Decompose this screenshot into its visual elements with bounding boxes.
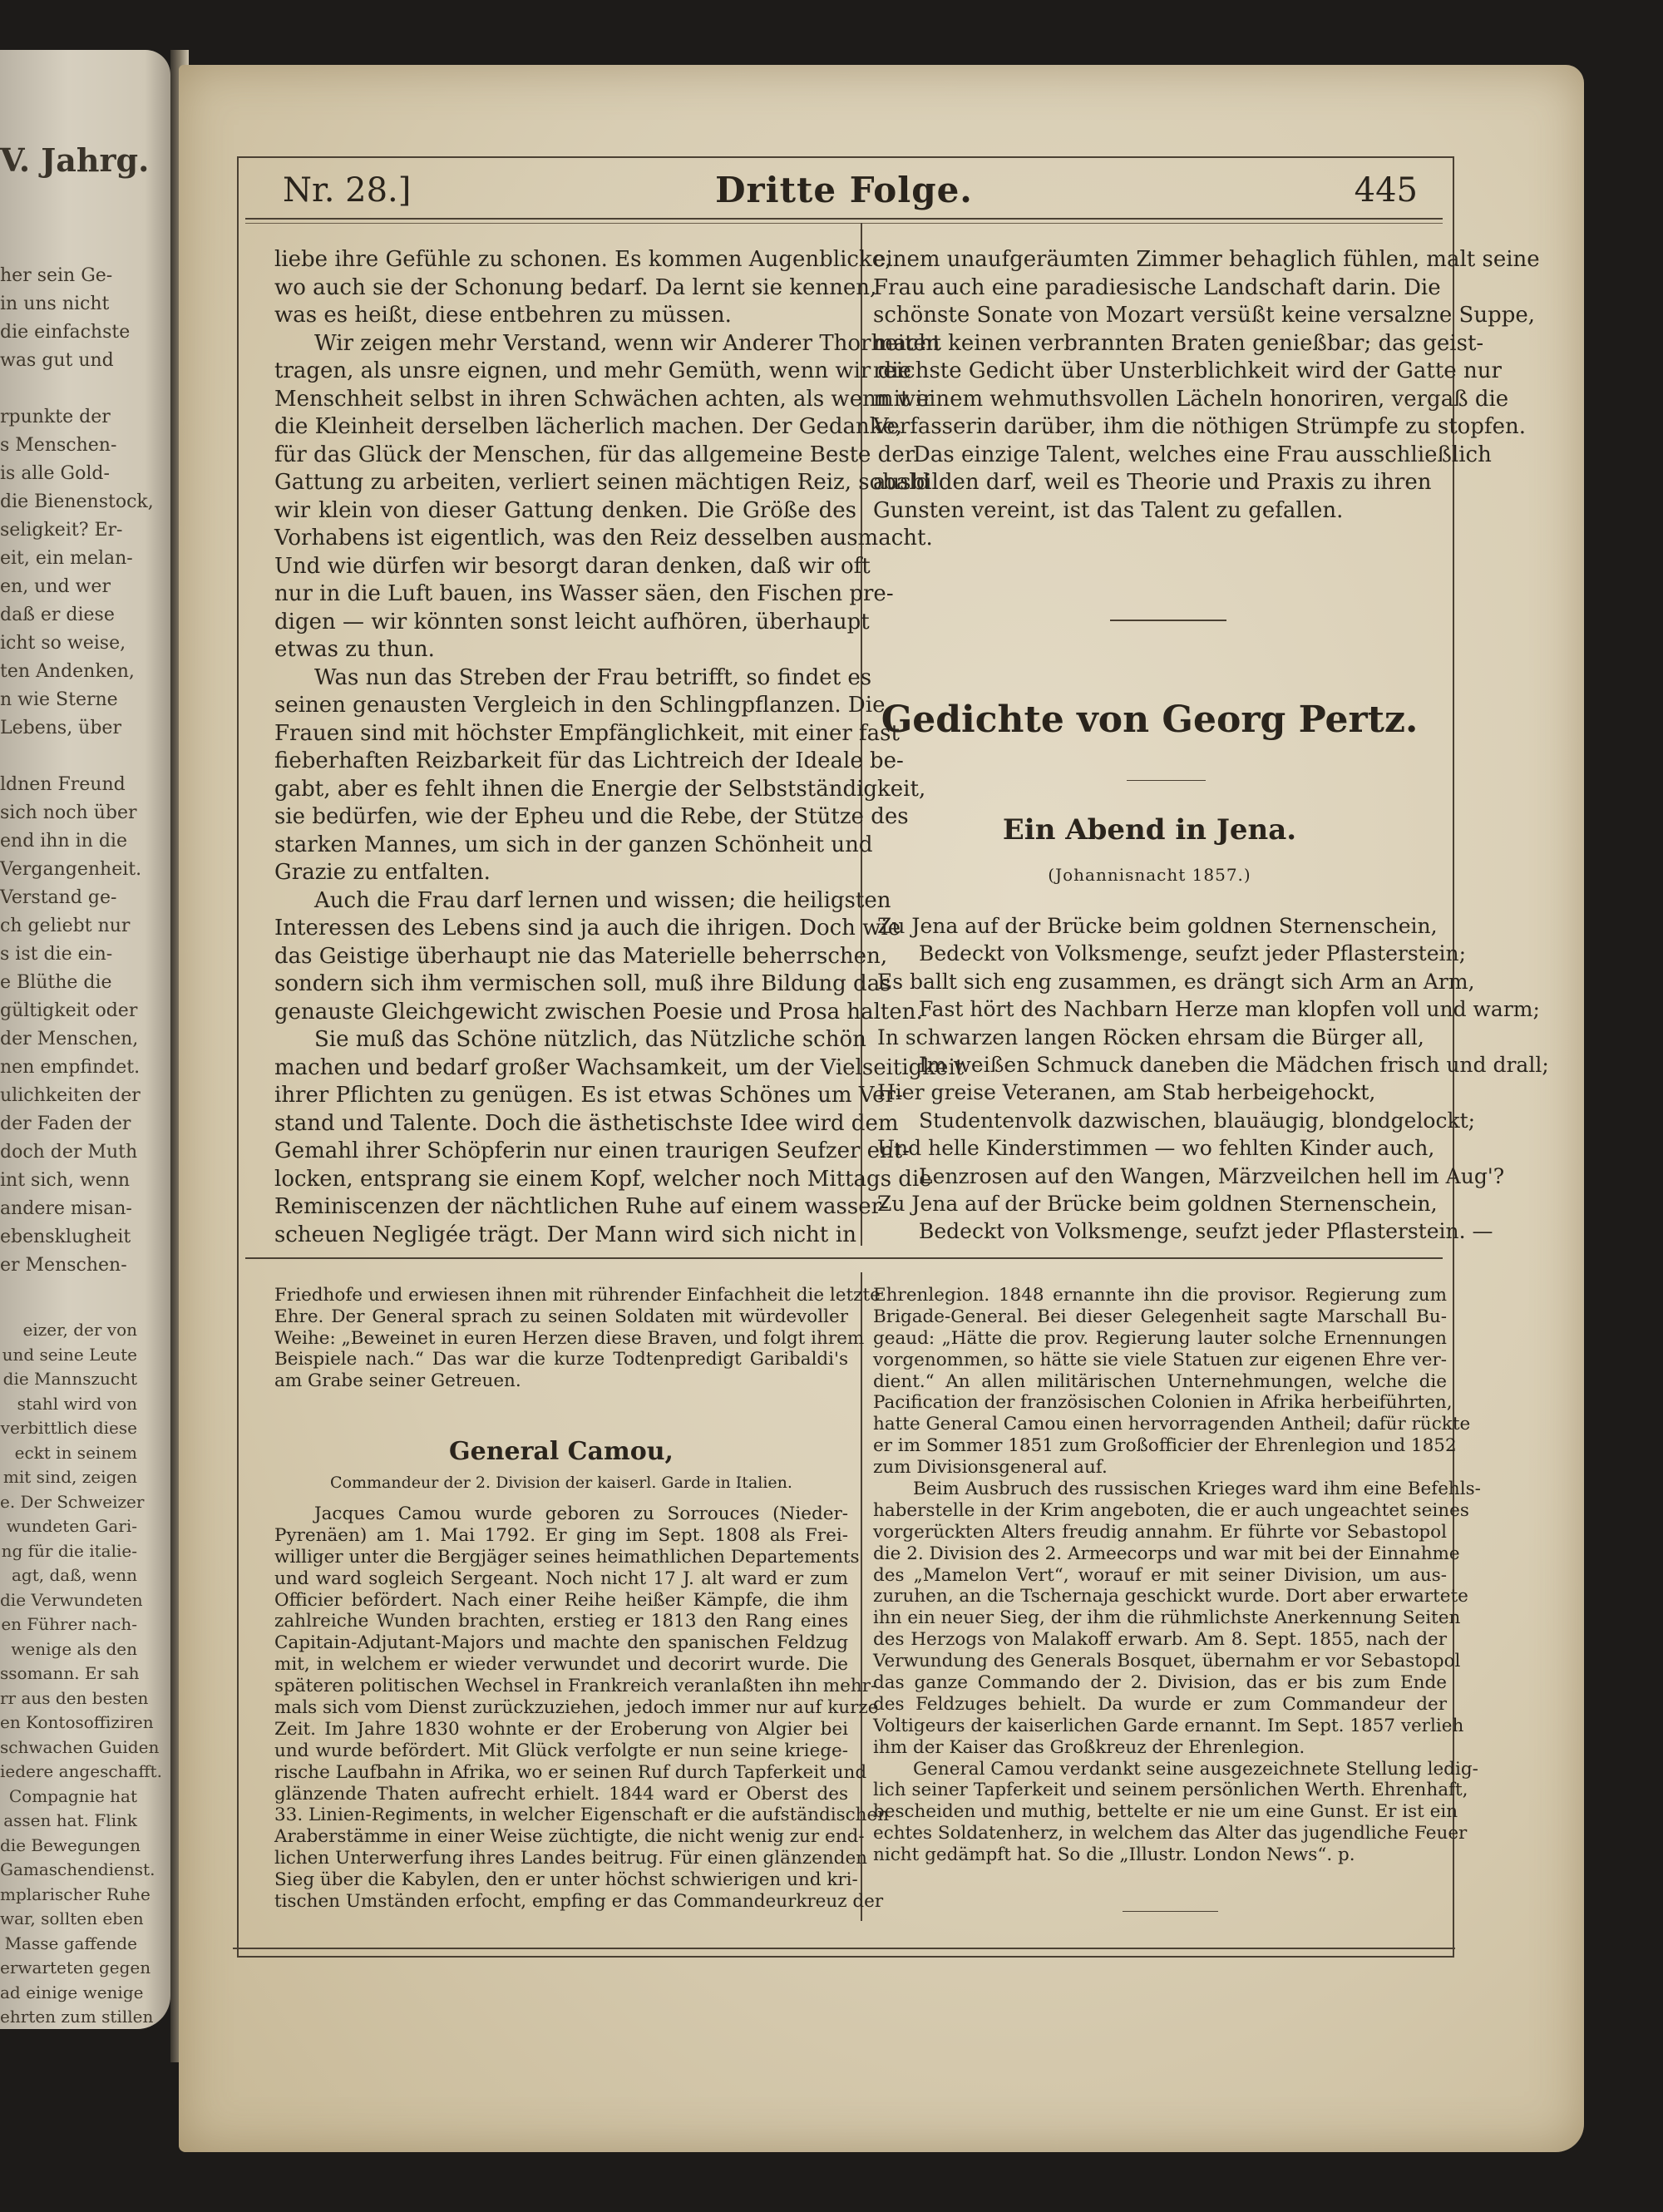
previous-page-line: verbittlich diese [0,1418,137,1438]
poem-line: Lenzrosen auf den Wangen, Märzveilchen hell im Aug'? [919,1163,1505,1188]
text-line: einem unaufgeräumten Zimmer behaglich fühlen, malt seine [873,247,1540,272]
previous-page-line: end ihn in die [0,831,127,852]
text-line: Sie muß das Schöne nützlich, das Nützliche schön [314,1027,866,1052]
previous-page-line: ebensklugheit [0,1227,131,1247]
text-line: Reminiscenzen der nächtlichen Ruhe auf einem wasser- [274,1194,889,1219]
text-line: hatte General Camou einen hervorragenden Antheil; dafür rückte [873,1414,1471,1435]
text-line: Capitain-Adjutant-Majors und machte den spanischen Feldzug [274,1632,848,1654]
previous-page-line: was gut und [0,350,114,371]
text-line: nur in die Luft bauen, ins Wasser säen, den Fischen pre- [274,581,894,606]
text-line: Und wie dürfen wir besorgt daran denken, daß wir oft [274,553,871,579]
text-line: Das einzige Talent, welches eine Frau ausschließlich [913,442,1492,467]
previous-page-line: Lebens, über [0,718,121,738]
previous-page-line: wenige als den [11,1638,137,1659]
text-line: rische Laufbahn in Afrika, wo er seinen Ruf durch Tapferkeit und [274,1761,867,1783]
garibaldi-article-end [274,1285,881,1392]
camou-article-left [274,1503,890,1913]
previous-page-line: eit, ein melan- [0,548,133,569]
previous-page-line: e Blüthe die [0,972,112,993]
previous-page-line: gültigkeit oder [0,1000,138,1021]
section-divider-rule [245,1257,1443,1259]
previous-page-line: seligkeit? Er- [0,520,123,541]
previous-page-line: der Faden der [0,1113,131,1134]
poem-line: Studentenvolk dazwischen, blauäugig, blondgelockt; [919,1108,1476,1133]
previous-page-line: iedere angeschafft. [0,1761,162,1781]
text-line: glänzende Thaten aufrecht erhielt. 1844 ward er Oberst des [274,1783,848,1805]
poem-line: Hier greise Veteranen, am Stab herbeigehockt, [877,1080,1376,1105]
previous-page-line: doch der Muth [0,1142,138,1163]
text-line: Zeit. Im Jahre 1830 wohnte er der Eroberung von Algier bei [274,1718,848,1740]
poem-line: Bedeckt von Volksmenge, seufzt jeder Pflasterstein. — [919,1219,1493,1244]
text-line: das Geistige überhaupt nie das Materielle beherrschen, [274,943,888,969]
text-line: Ehre. Der General sprach zu seinen Soldaten mit würdevoller [274,1306,848,1327]
poem-subtitle: (Johannisnacht 1857.) [1048,865,1251,885]
text-line: lich seiner Tapferkeit und seinem persönlichen Werth. Ehrenhaft, [873,1780,1468,1801]
previous-page-line: erwarteten gegen [0,1958,151,1977]
text-line: macht keinen verbrannten Braten genießbar; das geist- [873,330,1484,356]
previous-page-line [0,743,166,771]
text-line: zuruhen, an die Tschernaja geschickt wurde. Dort aber erwartete [873,1586,1468,1607]
header-double-rule [245,223,1443,224]
text-line: liebe ihre Gefühle zu schonen. Es kommen Augenblicke, [274,247,892,272]
text-line: Pyrenäen) am 1. Mai 1792. Er ging im Sept. 1808 als Frei- [274,1524,848,1546]
text-line: locken, entsprang sie einem Kopf, welcher noch Mittags die [274,1166,932,1192]
text-line: Frau auch eine paradiesische Landschaft darin. Die [873,274,1441,300]
text-line: Jacques Camou wurde geboren zu Sorrouces (Nieder- [314,1503,848,1524]
article-subtitle: Commandeur der 2. Division der kaiserl. Garde in Italien. [330,1474,792,1492]
poems-heading: Gedichte von Georg Pertz. [881,699,1419,741]
text-line: des „Mamelon Vert“, worauf er mit seiner Division, um aus- [873,1564,1447,1586]
text-line: was es heißt, diese entbehren zu müssen. [274,303,732,328]
previous-page-line: agt, daß, wenn [12,1565,137,1585]
page-number: 445 [1354,171,1418,210]
poem-line: Zu Jena auf der Brücke beim goldnen Sternenschein, [877,914,1438,938]
poem-line: Zu Jena auf der Brücke beim goldnen Sternenschein, [877,1191,1438,1216]
text-line: Friedhofe und erwiesen ihnen mit rührender Einfachheit die letzte [274,1285,881,1306]
text-line: Gattung zu arbeiten, verliert seinen mächtigen Reiz, sobald [274,470,930,495]
previous-page-line: die Mannszucht [2,1369,137,1389]
text-line: Weihe: „Beweinet in euren Herzen diese Braven, und folgt ihrem [274,1327,865,1349]
previous-page-line: e. Der Schweizer [0,1491,145,1512]
previous-page-line: daß er diese [0,605,115,625]
text-line: Beim Ausbruch des russischen Krieges ward ihm eine Befehls- [913,1479,1481,1500]
text-line: die 2. Division des 2. Armeecorps und war mit bei der Einnahme [873,1543,1460,1564]
previous-page-line: her sein Ge- [0,265,113,286]
previous-page-line: assen hat. Flink [3,1810,137,1830]
essay-column-right [873,246,1540,525]
previous-page-line: der Menschen, [0,1029,139,1049]
running-title: Dritte Folge. [715,170,973,210]
text-line: die Kleinheit derselben lächerlich machen. Der Gedanke, [274,414,903,439]
previous-page-line: nen empfindet. [0,1057,141,1078]
text-line: Sieg über die Kabylen, den er unter höchst schwierigen und kri- [274,1869,858,1891]
previous-page-line: ng für die italie- [1,1540,137,1561]
text-line: 33. Linien-Regiments, in welcher Eigenschaft er die aufständischen [274,1805,890,1826]
previous-page-line: n wie Sterne [0,689,118,710]
text-line: genauste Gleichgewicht zwischen Poesie und Prosa halten. [274,999,923,1025]
previous-page-line: ehrten zum stillen [0,2007,154,2027]
text-line: Was nun das Streben der Frau betrifft, so findet es [314,664,872,690]
previous-page-line: mit sind, zeigen [2,1467,137,1487]
previous-page-line: wundeten Gari- [6,1516,137,1536]
text-line: des Feldzuges behielt. Da wurde er zum Commandeur der [873,1693,1447,1715]
text-line: Pacification der französischen Colonien in Afrika herbeiführten, [873,1392,1453,1414]
text-line: vorgenommen, so hätte sie viele Statuen zur eigenen Ehre ver- [873,1349,1447,1370]
text-line: späteren politischen Wechsel in Frankreich veranlaßten ihn mehr- [274,1676,877,1697]
text-line: sondern sich ihm vermischen soll, muß ihre Bildung das [274,971,891,996]
text-line: ihm der Kaiser das Großkreuz der Ehrenlegion. [873,1736,1305,1758]
text-line: Verfasserin darüber, ihm die nöthigen Strümpfe zu stopfen. [873,414,1526,439]
previous-page-line: ldnen Freund [0,774,126,795]
previous-page-line: Vergangenheit. [0,859,142,880]
text-line: zum Divisionsgeneral auf. [873,1457,1108,1479]
previous-page-line: rpunkte der [0,407,111,427]
text-line: fieberhaften Reizbarkeit für das Lichtreich der Ideale be- [274,748,904,773]
text-line: machen und bedarf großer Wachsamkeit, um der Vielseitigkeit [274,1054,965,1080]
previous-page-line: stahl wird von [17,1393,137,1414]
text-line: das ganze Commando der 2. Division, das er bis zum Ende [873,1672,1447,1694]
text-line: wir klein von dieser Gattung denken. Die Größe des [274,497,856,523]
text-line: ihn ein neuer Sieg, der ihm die rühmlichste Anerkennung Seiten [873,1607,1461,1629]
previous-page-line: en Führer nach- [1,1614,137,1634]
text-line: Beispiele nach.“ Das war die kurze Todtenpredigt Garibaldi's [274,1349,848,1370]
previous-page-line: ad einige wenige [0,1982,144,2002]
essay-column-left [274,246,965,1249]
previous-page-line: Gamaschendienst. [0,1859,155,1879]
text-line: zahlreiche Wunden brachten, erstieg er 1813 den Rang eines [274,1611,848,1632]
text-line: Wir zeigen mehr Verstand, wenn wir Anderer Thorheiten [314,330,940,356]
previous-page-line: und seine Leute [2,1344,137,1365]
page-header [245,165,1443,220]
text-line: ausbilden darf, weil es Theorie und Praxis zu ihren [873,470,1432,495]
previous-page-line: die Verwundeten [0,1589,143,1610]
previous-page-line: s Menschen- [0,435,117,456]
camou-article-right [873,1285,1481,1866]
text-line: Verwundung des Generals Bosquet, übernahm er vor Sebastopol [873,1651,1461,1672]
previous-page-line: die Bewegungen [0,1834,141,1855]
poem-verses [877,912,1549,1246]
text-line: stand und Talente. Doch die ästhetischste Idee wird dem [274,1110,899,1136]
previous-page-line: sich noch über [0,802,137,823]
previous-page-line: eizer, der von [22,1320,137,1340]
text-line: lichen Unterwerfung ihres Landes beitrug. Für einen glänzenden [274,1848,868,1869]
issue-number: Nr. 28.] [283,171,412,210]
previous-page-text-lower [0,1318,166,2030]
previous-page-line: is alle Gold- [0,463,110,484]
poem-line: Im weißen Schmuck daneben die Mädchen frisch und drall; [919,1052,1549,1077]
text-line: und ward sogleich Sergeant. Noch nicht 17 J. alt ward er zum [274,1568,848,1589]
text-line: Officier befördert. Nach einer Reihe heißer Kämpfe, die ihm [274,1589,848,1611]
section-rule [1110,620,1226,621]
text-line: Frauen sind mit höchster Empfänglichkeit, mit einer fast [274,720,900,746]
previous-page-line: en Kontosoffiziren [0,1712,154,1732]
text-line: Voltigeurs der kaiserlichen Garde ernannt. Im Sept. 1857 verlieh [873,1715,1464,1736]
text-line: mals sich vom Dienst zurückzuziehen, jedoch immer nur auf kurze [274,1697,879,1719]
text-line: sie bedürfen, wie der Epheu und die Rebe, der Stütze des [274,804,909,829]
text-line: geaud: „Hätte die prov. Regierung lauter solche Ernennungen [873,1327,1447,1349]
poem-line: Und helle Kinderstimmen — wo fehlten Kinder auch, [877,1136,1435,1161]
previous-page-header: V. Jahrg. [0,141,150,179]
article-end-rule [1123,1911,1218,1912]
previous-page-line: die Bienenstock, [0,491,154,512]
previous-page-line: en, und wer [0,576,111,597]
text-line: reichste Gedicht über Unsterblichkeit wird der Gatte nur [873,358,1502,383]
poem-line: Fast hört des Nachbarn Herze man klopfen voll und warm; [919,997,1540,1022]
previous-page-line [0,375,166,403]
text-line: und wurde befördert. Mit Glück verfolgte er nun seine kriege- [274,1740,848,1761]
text-line: Ehrenlegion. 1848 ernannte ihn die provisor. Regierung zum [873,1285,1447,1306]
previous-page-line: ulichkeiten der [0,1085,141,1106]
poem-line: Bedeckt von Volksmenge, seufzt jeder Pflasterstein; [919,941,1467,966]
previous-page-line: die einfachste [0,322,131,343]
previous-page-line: Verstand ge- [0,887,117,908]
text-line: echtes Soldatenherz, in welchem das Alter das jugendliche Feuer [873,1823,1468,1844]
previous-page-text-upper [0,262,166,1280]
text-line: etwas zu thun. [274,637,435,662]
previous-page-line: Masse gaffende [4,1933,137,1953]
poem-line: In schwarzen langen Röcken ehrsam die Bürger all, [877,1025,1424,1049]
text-line: Araberstämme in einer Weise züchtigte, die nicht wenig zur end- [274,1826,865,1848]
previous-page-line: s ist die ein- [0,944,113,965]
text-line: gabt, aber es fehlt ihnen die Energie der Selbstständigkeit, [274,776,926,802]
text-line: williger unter die Bergjäger seines heimathlichen Departements [274,1546,860,1568]
text-line: dient.“ An allen militärischen Unternehmungen, welche die [873,1370,1447,1392]
previous-page-line: er Menschen- [0,1255,127,1276]
page-bottom-rule [233,1948,1455,1949]
text-line: Grazie zu entfalten. [274,860,491,885]
text-line: haberstelle in der Krim angeboten, die er auch ungeachtet seines [873,1499,1469,1521]
previous-page-line: mplarischer Ruhe [0,1884,151,1904]
text-line: General Camou verdankt seine ausgezeichnete Stellung ledig- [913,1758,1478,1780]
text-line: Brigade-General. Bei dieser Gelegenheit sagte Marschall Bu- [873,1306,1447,1327]
text-line: tischen Umständen erfocht, empfing er das Commandeurkreuz der [274,1891,884,1913]
previous-page-line: int sich, wenn [0,1170,131,1191]
text-line: Gunsten vereint, ist das Talent zu gefallen. [873,497,1344,523]
article-title: General Camou, [448,1437,674,1466]
previous-page-line: rr aus den besten [0,1687,149,1708]
text-line: bescheiden und muthig, bettelte er nie um eine Gunst. Er ist ein [873,1801,1458,1823]
text-line: er im Sommer 1851 zum Großofficier der Ehrenlegion und 1852 [873,1435,1457,1457]
text-line: seinen genausten Vergleich in den Schlingpflanzen. Die [274,693,886,718]
previous-page-line: ten Andenken, [0,661,135,682]
previous-page-line: in uns nicht [0,294,110,314]
previous-page-edge [0,50,170,2029]
text-line: scheuen Negligée trägt. Der Mann wird sich nicht in [274,1222,856,1247]
previous-page-line: ch geliebt nur [0,916,131,936]
text-line: mit einem wehmuthsvollen Lächeln honoriren, vergaß die [873,386,1509,412]
text-line: Vorhabens ist eigentlich, was den Reiz desselben ausmacht. [274,526,933,551]
text-line: tragen, als unsre eignen, und mehr Gemüth, wenn wir die [274,358,911,383]
text-line: vorgerückten Alters freudig annahm. Er führte vor Sebastopol [873,1521,1447,1543]
text-line: Interessen des Lebens sind ja auch die ihrigen. Doch wie [274,916,901,941]
previous-page-line: ssomann. Er sah [0,1663,140,1683]
text-line: ihrer Pflichten zu genügen. Es ist etwas Schönes um Ver- [274,1083,903,1108]
previous-page-line: war, sollten eben [0,1908,144,1928]
text-line: nicht gedämpft hat. So die „Illustr. London News“. p. [873,1844,1355,1866]
previous-page-line: icht so weise, [0,633,126,654]
text-line: am Grabe seiner Getreuen. [274,1370,521,1392]
previous-page-line: eckt in seinem [14,1442,137,1463]
text-line: Auch die Frau darf lernen und wissen; die heiligsten [314,887,891,913]
poem-title: Ein Abend in Jena. [1002,813,1297,847]
poem-line: Es ballt sich eng zusammen, es drängt sich Arm an Arm, [877,969,1475,994]
previous-page-line: Compagnie hat [8,1785,137,1806]
previous-page-line: andere misan- [0,1198,132,1219]
previous-page-line: schwachen Guiden [0,1736,160,1757]
poem-rule [1127,780,1206,781]
text-line: wo auch sie der Schonung bedarf. Da lernt sie kennen, [274,274,877,300]
text-line: des Herzogs von Malakoff erwarb. Am 8. Sept. 1855, nach der [873,1629,1447,1651]
text-line: schönste Sonate von Mozart versüßt keine versalzne Suppe, [873,303,1536,328]
text-line: Menschheit selbst in ihren Schwächen achten, als wenn wir [274,386,933,412]
text-line: digen — wir könnten sonst leicht aufhören, überhaupt [274,609,870,634]
text-line: mit, in welchem er wieder verwundet und decorirt wurde. Die [274,1654,848,1676]
text-line: für das Glück der Menschen, für das allgemeine Beste der [274,442,915,467]
text-line: starken Mannes, um sich in der ganzen Schönheit und [274,832,873,857]
text-line: Gemahl ihrer Schöpferin nur einen traurigen Seufzer ent- [274,1138,910,1163]
